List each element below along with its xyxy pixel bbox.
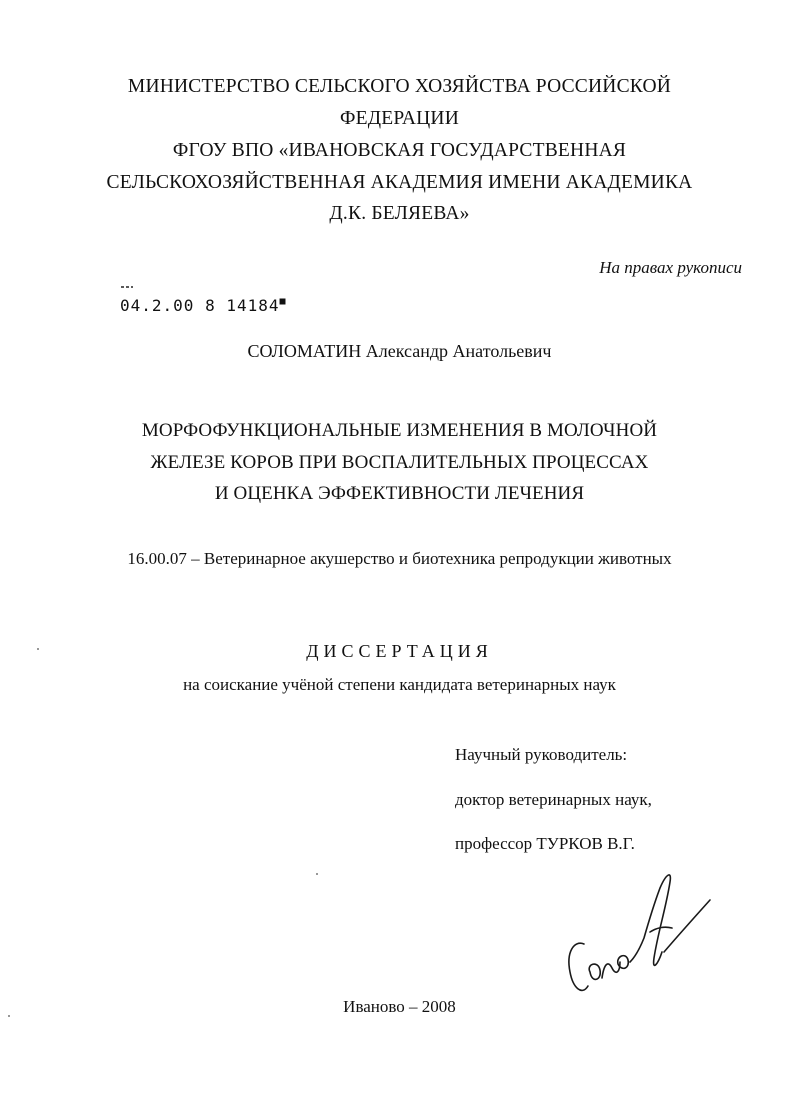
advisor-label: Научный руководитель: [455, 745, 628, 764]
dissertation-heading: ДИССЕРТАЦИЯ [306, 641, 493, 661]
scan-speck [316, 873, 318, 875]
header-line-4: СЕЛЬСКОХОЗЯЙСТВЕННАЯ АКАДЕМИЯ ИМЕНИ АКАДЕМИКА [106, 172, 693, 193]
scan-speck [8, 1015, 10, 1017]
title-line-2: ЖЕЛЕЗЕ КОРОВ ПРИ ВОСПАЛИТЕЛЬНЫХ ПРОЦЕССАХ [150, 452, 649, 473]
scan-speck [37, 648, 39, 650]
author-name: СОЛОМАТИН Александр Анатольевич [247, 341, 552, 361]
title-line-1: МОРФОФУНКЦИОНАЛЬНЫЕ ИЗМЕНЕНИЯ В МОЛОЧНОЙ [141, 420, 658, 441]
catalog-tick-marks [120, 284, 134, 290]
title-line-3: И ОЦЕНКА ЭФФЕКТИВНОСТИ ЛЕЧЕНИЯ [214, 483, 585, 504]
advisor-name: профессор ТУРКОВ В.Г. [455, 834, 635, 853]
catalog-number-text: 04.2.00 8 14184 [120, 296, 280, 315]
handwritten-signature [560, 868, 720, 1018]
advisor-degree: доктор ветеринарных наук, [455, 790, 652, 809]
header-line-5: Д.К. БЕЛЯЕВА» [329, 203, 470, 224]
rights-note: На правах рукописи [599, 258, 742, 277]
header-line-3: ФГОУ ВПО «ИВАНОВСКАЯ ГОСУДАРСТВЕННАЯ [172, 140, 627, 161]
dissertation-subtitle: на соискание учёной степени кандидата ветеринарных наук [183, 675, 616, 694]
header-line-2: ФЕДЕРАЦИИ [339, 108, 459, 129]
header-line-1: МИНИСТЕРСТВО СЕЛЬСКОГО ХОЗЯЙСТВА РОССИЙСКОЙ [127, 76, 672, 97]
city-year: Иваново – 2008 [343, 997, 456, 1016]
catalog-number-dot: ■ [279, 296, 287, 307]
catalog-number [120, 296, 287, 315]
specialty-code: 16.00.07 – Ветеринарное акушерство и биотехника репродукции животных [127, 549, 672, 568]
